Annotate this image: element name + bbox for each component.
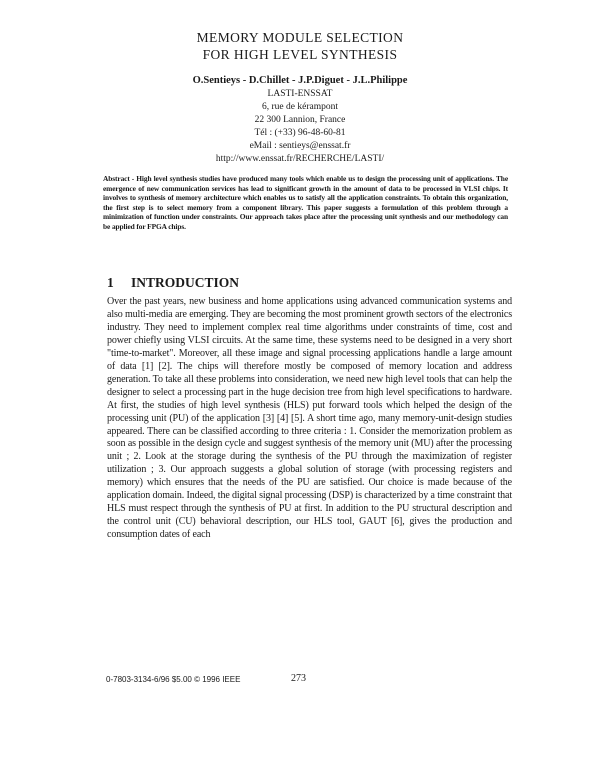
affiliation-city: 22 300 Lannion, France bbox=[254, 115, 346, 125]
affiliation-phone: Tél : (+33) 96-48-60-81 bbox=[254, 128, 346, 138]
introduction-paragraph: Over the past years, new business and home applications using advanced communication systems and also multi-media are emerging. They are becoming the most prominent growth sectors of the electronics industry. They need to implement complex real time algorithms under constraints of time, cost and power chiefly using VLSI circuits. At the same time, these systems need to be designed in a very short "time-to-market". Moreover, all these image and signal processing applications handle a large amount of data [1] [2]. The chips will therefore mostly be composed of memory location and address generation. To take all these problems into consideration, we need new high level tools that can help the designer to select a processing part in the huge decision tree from high level specifications to hardware. At first, the studies of high level synthesis (HLS) put forward tools which helped the design of the processing unit (PU) of the application [3] [4] [5]. A short time ago, many memory-unit-design studies appeared. There can be classified according to three criteria : 1. Consider the memorization problem as soon as possible in the design cycle and suggest synthesis of the memory unit (MU) after the processing unit ; 2. Look at the storage during the synthesis of the PU through the maximization of register utilization ; 3. Our approach suggests a global solution of storage (with processing registers and memory) which ensures that the needs of the PU are satisfied. Our choice is made because of the application domain. Indeed, the digital signal processing (DSP) is characterized by a time constraint that HLS must respect through the synthesis of PU at first. In addition to the PU structural description and the control unit (CU) behavioral description, our HLS tool, GAUT [6], gives the production and consumption dates of each bbox=[107, 296, 512, 541]
section-heading bbox=[107, 275, 239, 291]
affiliation-lab: LASTI-ENSSAT bbox=[267, 89, 333, 99]
author-list: O.Sentieys - D.Chillet - J.P.Diguet - J.L.Philippe bbox=[192, 75, 408, 86]
introduction-body bbox=[107, 296, 512, 542]
paper-title-line-2: FOR HIGH LEVEL SYNTHESIS bbox=[202, 47, 398, 62]
page-number: 273 bbox=[291, 673, 306, 684]
paper-title-line-1: MEMORY MODULE SELECTION bbox=[196, 30, 404, 45]
section-title: INTRODUCTION bbox=[131, 275, 240, 290]
affiliation-url: http://www.enssat.fr/RECHERCHE/LASTI/ bbox=[215, 154, 385, 164]
section-number: 1 bbox=[107, 275, 114, 290]
affiliation-email: eMail : sentieys@enssat.fr bbox=[249, 141, 351, 151]
abstract-paragraph: Abstract - High level synthesis studies have produced many tools which enable us to design the processing unit of applications. The emergence of new communication services has lead to significant growth in the amount of data to be processed in VLSI chips. It involves to synthesis of memory architecture which enables us to satisfy all the application constraints. To obtain this organization, the first step is to select memory from a component library. This paper suggests a formulation of this problem through a minimization of function under constraints. Our approach takes place after the processing unit synthesis and our methodology can be applied for FPGA chips. bbox=[103, 174, 508, 231]
affiliation-street: 6, rue de kérampont bbox=[262, 102, 338, 112]
footer-copyright: 0-7803-3134-6/96 $5.00 © 1996 IEEE bbox=[106, 675, 241, 684]
